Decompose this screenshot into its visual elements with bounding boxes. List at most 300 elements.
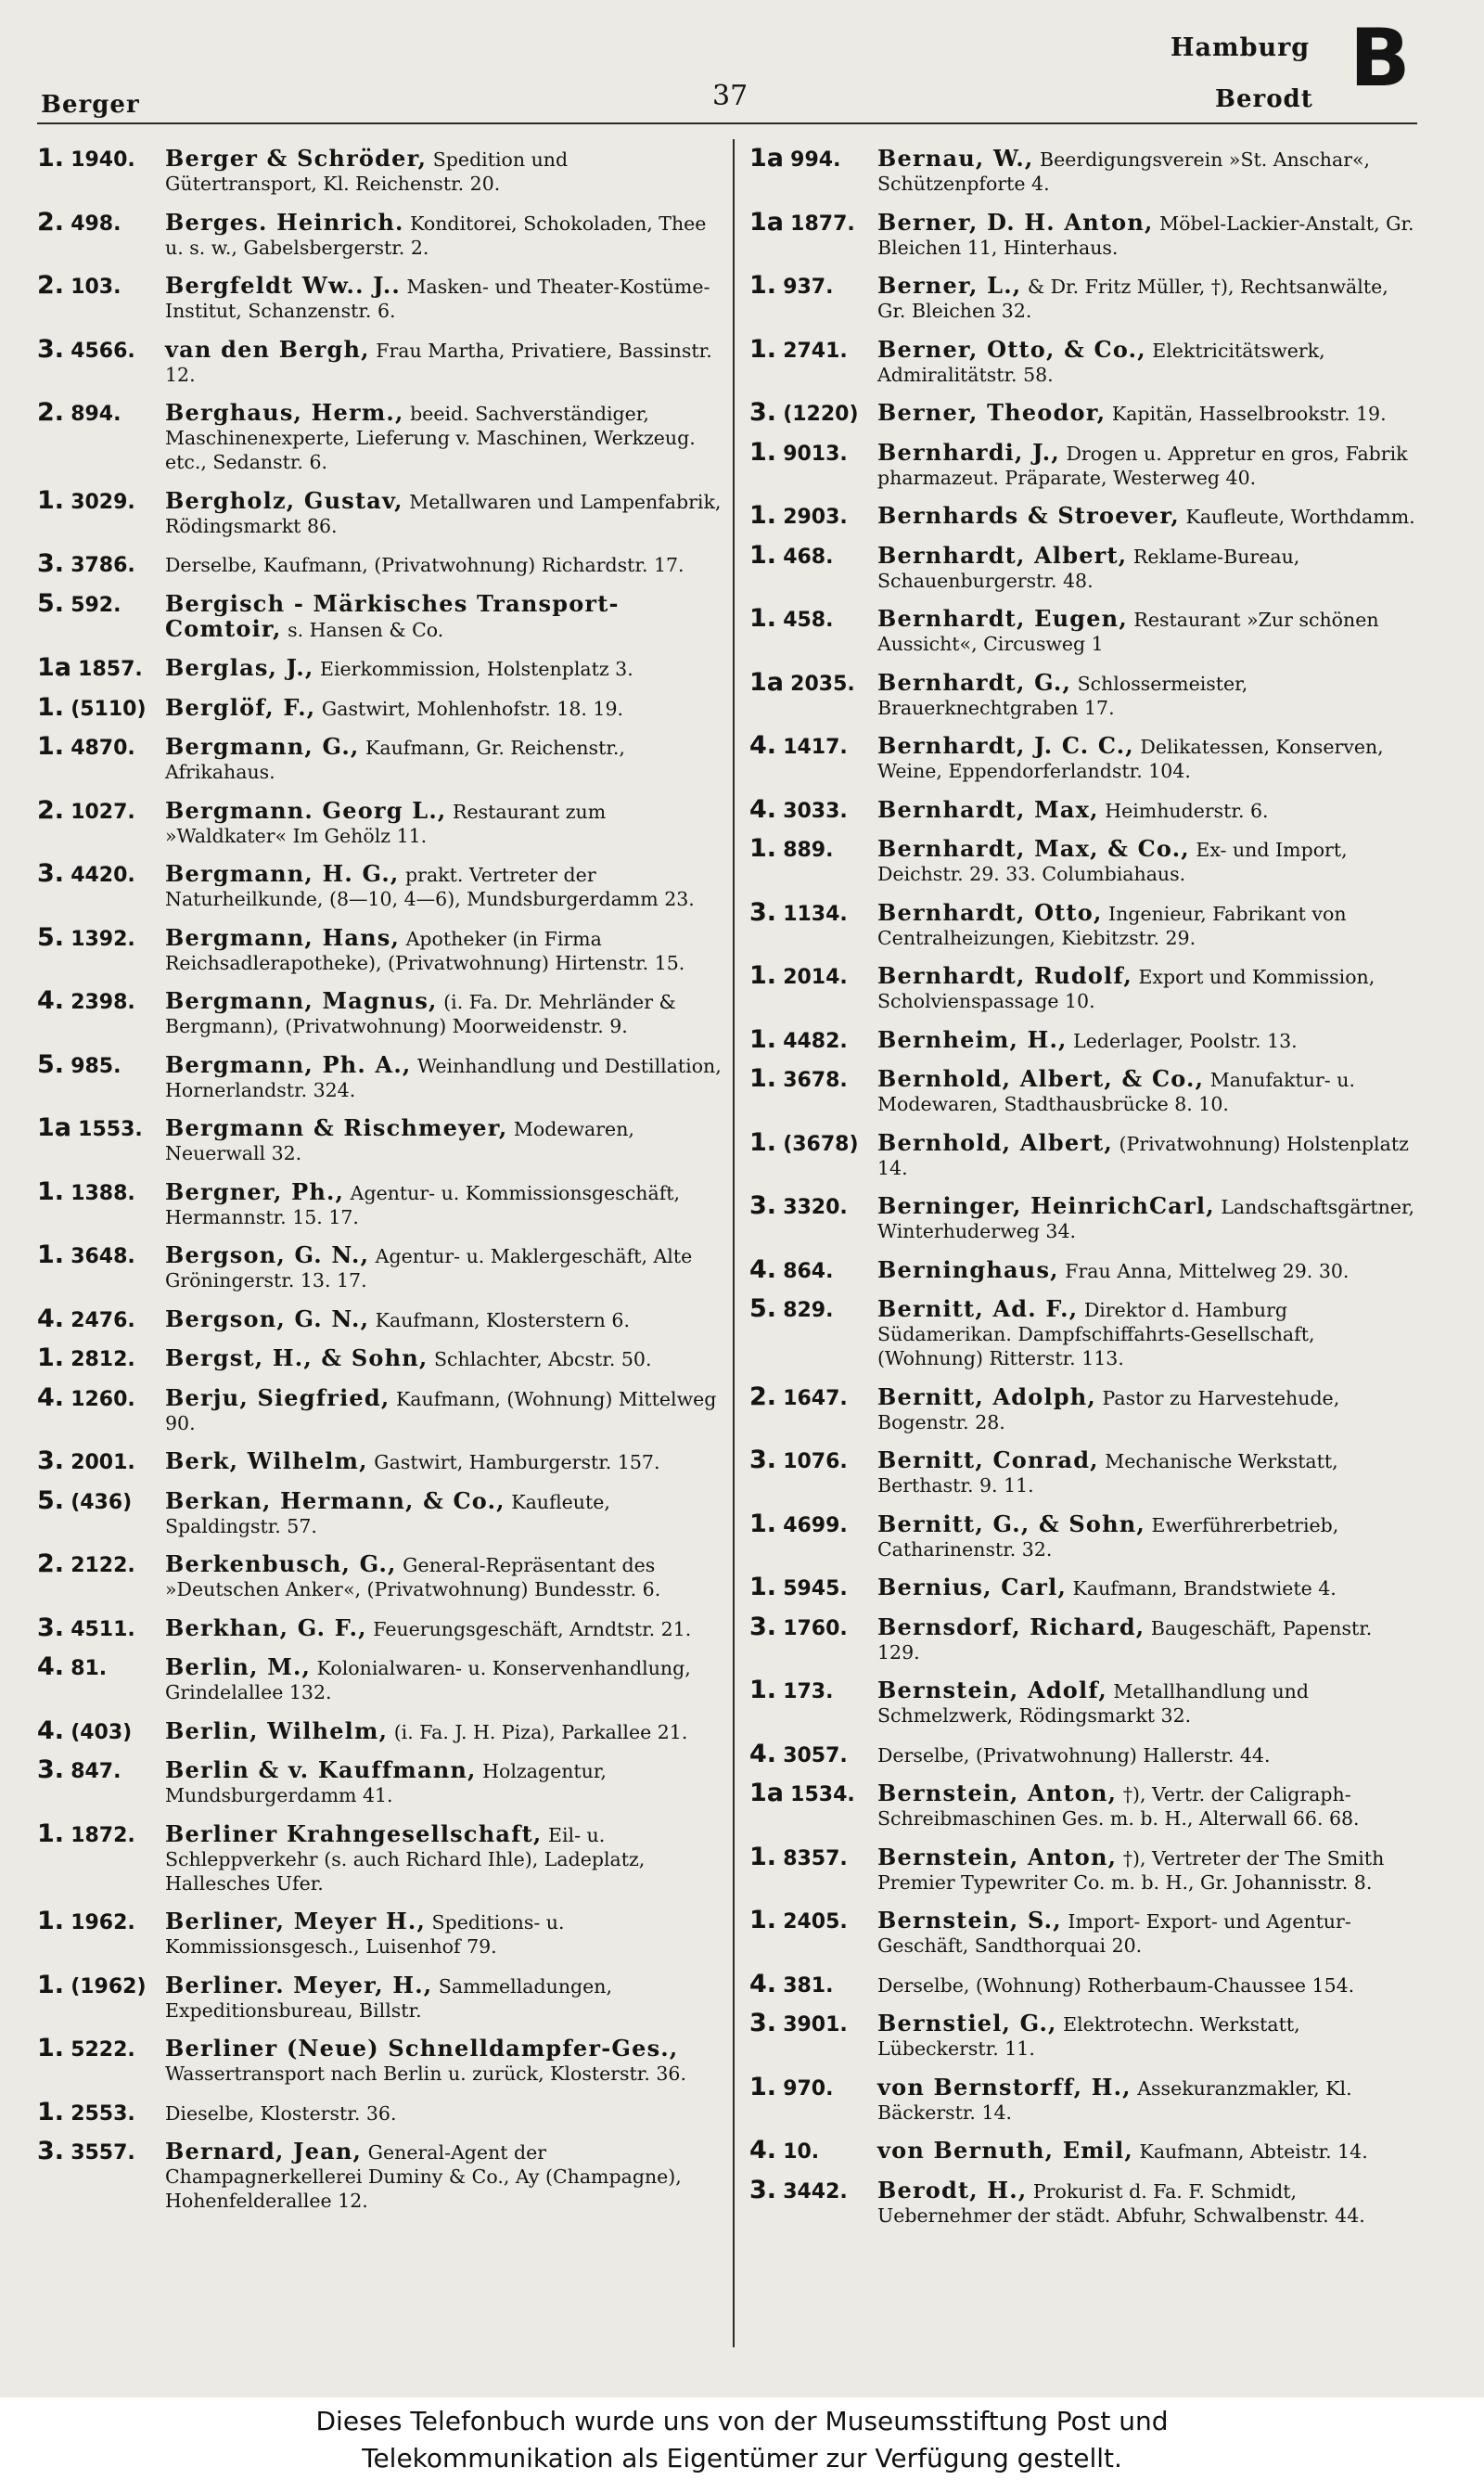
- phone-code: [37, 1818, 135, 1848]
- directory-entry: [37, 1304, 722, 1333]
- subscriber-details: General-Agent der Champagnerkellerei Duminy & Co., Ay (Champagne), Hohenfelderallee 12.: [165, 2141, 682, 2212]
- directory-entry: [37, 2097, 722, 2127]
- subscriber-name: Berkan, Hermann, & Co.,: [165, 1486, 505, 1514]
- phone-code: [37, 692, 147, 722]
- phone-code: [749, 1294, 834, 1323]
- phone-code: [749, 1254, 834, 1284]
- footer-line-2: Telekommunikation als Eigentümer zur Verfügung gestellt.: [362, 2443, 1122, 2474]
- phone-code: [37, 2097, 135, 2127]
- directory-entry: [749, 1254, 1417, 1284]
- subscriber-name: Bergner, Ph.,: [165, 1177, 345, 1205]
- header-first-name: Berger: [41, 91, 140, 119]
- subscriber-name: von Bernuth, Emil,: [877, 2137, 1133, 2164]
- subscriber-details: Heimhuderstr. 6.: [1105, 799, 1269, 822]
- directory-entry: [749, 2011, 1417, 2061]
- exchange-zone: 1a: [37, 1113, 72, 1142]
- phone-code: [37, 271, 122, 300]
- phone-number: 4420.: [70, 864, 135, 887]
- subscriber-details: Beerdigungsverein »St. Anschar«, Schützenpforte 4.: [877, 148, 1371, 195]
- subscriber-details: †), Vertr. der Caligraph-Schreibmaschinen Ges. m. b. H., Alterwall 66. 68.: [877, 1783, 1360, 1830]
- subscriber-details: Ex- und Import, Deichstr. 29. 33. Columbiahaus.: [877, 839, 1348, 885]
- phone-number: 173.: [783, 1680, 834, 1703]
- phone-code: [749, 1575, 848, 1601]
- phone-number: 1647.: [783, 1386, 848, 1410]
- phone-number: 2398.: [70, 991, 135, 1014]
- subscriber-details: Apotheker (in Firma Reichsadlerapotheke), (Privatwohnung) Hirtenstr. 15.: [165, 927, 685, 974]
- phone-number: 994.: [790, 148, 841, 172]
- exchange-zone: 5.: [37, 588, 65, 618]
- subscriber-details: Masken- und Theater-Kostüme-Institut, Schanzenstr. 6.: [165, 276, 710, 322]
- subscriber-name: Berner, Theodor,: [877, 399, 1107, 426]
- exchange-zone: 1a: [749, 667, 785, 697]
- exchange-zone: 3.: [37, 2137, 65, 2165]
- phone-number: 5222.: [70, 2038, 135, 2062]
- subscriber-name: Bernhold, Albert, & Co.,: [877, 1065, 1205, 1092]
- exchange-zone: 1.: [749, 334, 777, 364]
- phone-number: (436): [70, 1490, 133, 1514]
- subscriber-name: Bernitt, Conrad,: [877, 1446, 1099, 1473]
- directory-entry: [37, 922, 722, 975]
- exchange-zone: 3.: [749, 1612, 777, 1641]
- subscriber-details: Drogen u. Appretur en gros, Fabrik pharmazeut. Präparate, Westerweg 40.: [877, 442, 1408, 489]
- directory-entry: [37, 1715, 722, 1745]
- directory-entry: [749, 961, 1417, 1013]
- phone-code: [749, 1781, 855, 1807]
- exchange-zone: 1.: [749, 604, 777, 633]
- subscriber-name: Bernard, Jean,: [165, 2138, 363, 2165]
- phone-number: 1940.: [70, 148, 135, 172]
- phone-number: 3786.: [70, 554, 135, 577]
- exchange-zone: 4.: [749, 1739, 777, 1768]
- phone-number: 2903.: [783, 506, 848, 529]
- subscriber-details: Wassertransport nach Berlin u. zurück, Klosterstr. 36.: [165, 2062, 686, 2085]
- subscriber-name: Bergmann & Rischmeyer,: [165, 1114, 508, 1141]
- phone-code: [37, 1446, 135, 1475]
- directory-entry: [749, 1448, 1417, 1497]
- phone-code: [749, 1969, 834, 1998]
- phone-number: 3442.: [783, 2179, 848, 2204]
- subscriber-details: Frau Anna, Mittelweg 29. 30.: [1065, 1259, 1350, 1282]
- exchange-zone: 1.: [749, 1573, 777, 1601]
- directory-entry: [37, 692, 722, 722]
- directory-entry: [749, 437, 1417, 490]
- exchange-zone: 1.: [37, 144, 65, 173]
- exchange-zone: 2.: [37, 795, 65, 825]
- phone-number: 2812.: [70, 1348, 135, 1371]
- subscriber-details: Kaufleute, Worthdamm.: [1185, 506, 1415, 528]
- exchange-zone: 1.: [749, 1509, 777, 1538]
- phone-number: 9013.: [783, 442, 848, 466]
- subscriber-name: Berges. Heinrich.: [165, 208, 404, 236]
- column-divider: [733, 139, 735, 2347]
- subscriber-name: Bernstein, Anton,: [877, 1843, 1118, 1870]
- exchange-zone: 5.: [37, 1485, 65, 1515]
- phone-number: 8357.: [783, 1846, 848, 1870]
- directory-entry: [749, 1064, 1417, 1116]
- subscriber-details: Delikatessen, Konserven, Weine, Eppendorferlandstr. 104.: [877, 736, 1384, 782]
- exchange-zone: 5.: [749, 1294, 777, 1323]
- footer-line-1: Dieses Telefonbuch wurde uns von der Museumsstiftung Post und: [315, 2406, 1169, 2436]
- subscriber-details: Lederlager, Poolstr. 13.: [1073, 1029, 1298, 1052]
- phone-number: 2122.: [70, 1554, 135, 1577]
- header-letter: B: [1350, 12, 1411, 105]
- directory-entry: [37, 398, 722, 474]
- exchange-zone: 4.: [37, 986, 65, 1015]
- directory-entry: [37, 1343, 722, 1372]
- phone-number: 2014.: [783, 966, 848, 989]
- directory-entry: [37, 1818, 722, 1895]
- subscriber-details: Elektricitätswerk, Admiralitätstr. 58.: [877, 339, 1325, 386]
- subscriber-name: Bergmann, G.,: [165, 733, 360, 760]
- subscriber-details: Schlossermeister, Brauerknechtgraben 17.: [877, 672, 1248, 719]
- exchange-zone: 1.: [37, 485, 65, 515]
- exchange-zone: 4.: [37, 1382, 65, 1412]
- subscriber-name: Bergholz, Gustav,: [165, 486, 403, 514]
- exchange-zone: 1a: [37, 653, 72, 682]
- subscriber-name: Berju, Siegfried,: [165, 1383, 390, 1411]
- phone-code: [37, 732, 135, 761]
- phone-number: 1134.: [783, 902, 848, 926]
- header-city: Hamburg: [1171, 33, 1311, 62]
- phone-code: [37, 1382, 135, 1412]
- subscriber-name: Bernsdorf, Richard,: [877, 1613, 1145, 1640]
- exchange-zone: 3.: [749, 2009, 777, 2037]
- phone-code: [749, 334, 848, 364]
- subscriber-name: Bernitt, Adolph,: [877, 1382, 1096, 1410]
- subscriber-details: Restaurant »Zur schönen Aussicht«, Circusweg 1: [877, 609, 1379, 655]
- phone-code: [37, 1970, 147, 1999]
- directory-entry: [749, 1969, 1417, 1998]
- phone-code: [37, 485, 135, 515]
- phone-number: 1027.: [70, 800, 135, 824]
- directory-entry: [37, 1113, 722, 1165]
- subscriber-details: Derselbe, (Wohnung) Rotherbaum-Chaussee 154.: [877, 1973, 1355, 1997]
- phone-number: 985.: [70, 1054, 122, 1078]
- exchange-zone: 4.: [37, 1304, 65, 1333]
- exchange-zone: 3.: [749, 398, 777, 427]
- subscriber-name: Berninghaus,: [877, 1255, 1059, 1283]
- phone-code: [749, 501, 848, 530]
- exchange-zone: 4.: [749, 1254, 777, 1284]
- subscriber-name: Bernhardt, Max, & Co.,: [877, 835, 1190, 862]
- phone-code: [749, 1024, 848, 1054]
- subscriber-name: Berliner. Meyer, H.,: [165, 1971, 433, 1998]
- directory-entry: [749, 1191, 1417, 1243]
- exchange-zone: 1.: [749, 1676, 777, 1704]
- exchange-zone: 4.: [749, 731, 777, 760]
- subscriber-name: Berglas, J.,: [165, 654, 314, 681]
- subscriber-details: Export und Kommission, Scholvienspassage 10.: [877, 966, 1375, 1012]
- directory-entry: [749, 1781, 1417, 1831]
- directory-entry: [749, 334, 1417, 387]
- exchange-zone: 1.: [749, 501, 777, 530]
- phone-number: 889.: [783, 839, 834, 862]
- subscriber-name: Berlin, Wilhelm,: [165, 1716, 389, 1744]
- exchange-zone: 1.: [37, 1176, 65, 1206]
- phone-code: [37, 144, 135, 173]
- exchange-zone: 4.: [37, 1715, 65, 1745]
- exchange-zone: 1.: [37, 1907, 65, 1935]
- subscriber-name: Berliner Krahngesellschaft,: [165, 1819, 543, 1847]
- phone-code: [749, 207, 855, 237]
- subscriber-details: General-Repräsentant des »Deutschen Anker«, (Privatwohnung) Bundesstr. 6.: [165, 1554, 661, 1600]
- phone-code: [37, 2139, 135, 2165]
- directory-entry: [37, 795, 722, 848]
- directory-entry: [37, 144, 722, 196]
- directory-entry: [37, 485, 722, 538]
- directory-entry: [749, 834, 1417, 886]
- phone-number: 4870.: [70, 737, 135, 760]
- directory-entry: [749, 2136, 1417, 2165]
- header-rule: [37, 122, 1417, 124]
- phone-code: [749, 540, 834, 570]
- subscriber-name: Bernheim, H.,: [877, 1025, 1068, 1053]
- subscriber-details: Kaufmann, Brandstwiete 4.: [1072, 1577, 1337, 1600]
- subscriber-details: (i. Fa. Dr. Mehrländer & Bergmann), (Privatwohnung) Moorweidenstr. 9.: [165, 991, 676, 1037]
- phone-number: 592.: [70, 593, 122, 617]
- phone-code: [37, 1343, 135, 1372]
- phone-number: 468.: [783, 545, 834, 569]
- exchange-zone: 1.: [37, 1343, 65, 1372]
- phone-number: 3320.: [783, 1196, 848, 1219]
- phone-code: [749, 2136, 820, 2165]
- subscriber-name: Berlin, M.,: [165, 1653, 312, 1680]
- directory-entry: [749, 144, 1417, 196]
- phone-number: (1962): [70, 1974, 147, 1998]
- subscriber-name: Bernhold, Albert,: [877, 1128, 1113, 1156]
- phone-number: 1553.: [78, 1118, 143, 1141]
- phone-code: [749, 2175, 848, 2204]
- phone-number: 1877.: [790, 212, 855, 236]
- subscriber-name: von Bernstorff, H.,: [877, 2073, 1132, 2101]
- subscriber-details: Elektrotechn. Werkstatt, Lübeckerstr. 11.: [877, 2013, 1300, 2060]
- directory-entry: [749, 207, 1417, 260]
- directory-entry: [749, 897, 1417, 950]
- directory-entry: [37, 1909, 722, 1959]
- exchange-zone: 1.: [749, 961, 777, 990]
- subscriber-name: Bernhardi, J.,: [877, 438, 1060, 466]
- exchange-zone: 4.: [749, 794, 777, 824]
- phone-number: 103.: [70, 276, 122, 299]
- directory-entry: [37, 1049, 722, 1102]
- exchange-zone: 1.: [37, 1818, 65, 1848]
- directory-entry: [37, 1652, 722, 1704]
- phone-code: [749, 1064, 848, 1093]
- phone-code: [749, 2072, 834, 2101]
- directory-entry: [37, 1755, 722, 1807]
- phone-number: 81.: [70, 1657, 108, 1680]
- phone-number: 381.: [783, 1973, 834, 1998]
- subscriber-details: Pastor zu Harvestehude, Bogenstr. 28.: [877, 1386, 1340, 1433]
- subscriber-name: Berkenbusch, G.,: [165, 1550, 397, 1577]
- subscriber-details: Kaufleute, Spaldingstr. 57.: [165, 1490, 610, 1537]
- phone-code: [749, 961, 848, 990]
- phone-code: [749, 1127, 859, 1157]
- subscriber-name: Bernstiel, G.,: [877, 2010, 1057, 2037]
- exchange-zone: 2.: [37, 398, 65, 427]
- phone-code: [749, 897, 848, 927]
- directory-entry: [749, 1908, 1417, 1958]
- phone-number: 1872.: [70, 1823, 135, 1847]
- exchange-zone: 3.: [37, 1446, 65, 1475]
- phone-number: 1392.: [70, 927, 135, 951]
- subscriber-name: Bergst, H., & Sohn,: [165, 1344, 429, 1371]
- directory-entry: [37, 653, 722, 682]
- directory-entry: [749, 271, 1417, 323]
- directory-entry: [37, 334, 722, 387]
- subscriber-details: Kaufmann, Klosterstern 6.: [375, 1308, 630, 1331]
- directory-entry: [749, 1024, 1417, 1054]
- subscriber-name: Bernhardt, Albert,: [877, 541, 1128, 569]
- subscriber-name: Bernitt, G., & Sohn,: [877, 1510, 1145, 1537]
- exchange-zone: 1.: [749, 1906, 777, 1934]
- phone-code: [37, 1549, 135, 1578]
- phone-number: 2405.: [783, 1910, 848, 1934]
- exchange-zone: 2.: [37, 207, 65, 237]
- phone-code: [37, 1304, 135, 1333]
- exchange-zone: 3.: [37, 549, 65, 578]
- exchange-zone: 1.: [37, 2034, 65, 2062]
- subscriber-details: Metallwaren und Lampenfabrik, Rödingsmarkt 86.: [165, 490, 722, 537]
- phone-code: [749, 398, 859, 427]
- directory-entry: [37, 859, 722, 911]
- directory-entry: [37, 986, 722, 1038]
- phone-code: [37, 2034, 135, 2062]
- phone-number: 3901.: [783, 2013, 848, 2037]
- subscriber-details: Kapitän, Hasselbrookstr. 19.: [1111, 403, 1387, 425]
- exchange-zone: 4.: [749, 1969, 777, 1998]
- exchange-zone: 1.: [749, 540, 777, 570]
- exchange-zone: 2.: [37, 1549, 65, 1578]
- phone-code: [37, 1652, 108, 1681]
- phone-code: [749, 1842, 848, 1871]
- directory-entry: [749, 398, 1417, 427]
- exchange-zone: 2.: [749, 1381, 777, 1411]
- directory-entry: [749, 1381, 1417, 1434]
- phone-number: 458.: [783, 609, 834, 632]
- exchange-zone: 1a: [749, 1779, 785, 1807]
- subscriber-name: Berghaus, Herm.,: [165, 399, 404, 426]
- subscriber-name: Bergmann, Hans,: [165, 923, 401, 951]
- subscriber-details: (Privatwohnung) Holstenplatz 14.: [877, 1132, 1409, 1179]
- subscriber-details: Feuerungsgeschäft, Arndtstr. 21.: [373, 1617, 692, 1640]
- subscriber-details: & Dr. Fritz Müller, †), Rechtsanwälte, Gr. Bleichen 32.: [877, 276, 1388, 322]
- subscriber-details: Kaufmann, Abteistr. 14.: [1139, 2140, 1368, 2163]
- phone-number: 1076.: [783, 1450, 848, 1473]
- directory-entry: [749, 501, 1417, 530]
- exchange-zone: 1.: [749, 1842, 777, 1871]
- phone-number: 1260.: [70, 1387, 135, 1411]
- phone-code: [749, 1448, 848, 1474]
- phone-code: [749, 2011, 848, 2037]
- exchange-zone: 1.: [749, 271, 777, 300]
- phone-number: (403): [70, 1720, 133, 1744]
- subscriber-details: (i. Fa. J. H. Piza), Parkallee 21.: [393, 1720, 688, 1743]
- phone-number: 2741.: [783, 339, 848, 363]
- subscriber-details: Landschaftsgärtner, Winterhuderweg 34.: [877, 1196, 1415, 1242]
- phone-number: 937.: [783, 276, 834, 299]
- subscriber-name: Bergmann, Magnus,: [165, 987, 438, 1014]
- exchange-zone: 1.: [37, 2097, 65, 2127]
- subscriber-details: Manufaktur- u. Modewaren, Stadthausbrücke 8. 10.: [877, 1069, 1355, 1115]
- phone-code: [749, 731, 848, 760]
- exchange-zone: 1.: [37, 1240, 65, 1269]
- exchange-zone: 3.: [749, 1446, 777, 1474]
- exchange-zone: 1.: [749, 2072, 777, 2101]
- subscriber-name: Bernau, W.,: [877, 145, 1034, 172]
- directory-entry: [37, 1176, 722, 1229]
- phone-number: 2476.: [70, 1308, 135, 1332]
- subscriber-name: van den Bergh,: [165, 335, 370, 363]
- directory-entry: [749, 1842, 1417, 1895]
- subscriber-details: Sammelladungen, Expeditionsbureau, Billstr.: [165, 1974, 613, 2022]
- subscriber-details: Import- Export- und Agentur-Geschäft, Sandthorquai 20.: [877, 1910, 1351, 1957]
- phone-code: [37, 334, 135, 364]
- phone-number: 4566.: [70, 339, 135, 363]
- phone-code: [37, 1613, 135, 1642]
- subscriber-name: Bergisch - Märkisches Transport-Comtoir,: [165, 589, 620, 642]
- page-number: 37: [712, 80, 748, 112]
- exchange-zone: 1.: [37, 1970, 65, 1999]
- subscriber-name: Bernhardt, Eugen,: [877, 605, 1128, 632]
- directory-entry: [749, 731, 1417, 783]
- subscriber-name: Bernstein, S.,: [877, 1907, 1062, 1934]
- phone-number: (1220): [783, 403, 859, 426]
- subscriber-details: s. Hansen & Co.: [288, 618, 444, 641]
- subscriber-name: Berkhan, G. F.,: [165, 1613, 367, 1641]
- exchange-zone: 1.: [749, 1127, 777, 1157]
- phone-code: [749, 1381, 848, 1411]
- exchange-zone: 1.: [749, 437, 777, 467]
- directory-entry: [37, 207, 722, 260]
- directory-entry: [749, 1127, 1417, 1180]
- phone-code: [37, 922, 135, 952]
- exchange-zone: 1.: [37, 732, 65, 761]
- phone-code: [749, 1509, 848, 1538]
- exchange-zone: 1.: [37, 692, 65, 722]
- phone-code: [37, 1176, 135, 1206]
- subscriber-name: Berner, L.,: [877, 272, 1022, 299]
- phone-code: [37, 1909, 135, 1935]
- subscriber-name: Bergmann, H. G.,: [165, 860, 400, 887]
- phone-number: 970.: [783, 2076, 834, 2101]
- directory-entry: [749, 667, 1417, 720]
- phone-number: 2001.: [70, 1451, 135, 1474]
- directory-entry: [37, 1382, 722, 1435]
- exchange-zone: 2.: [37, 271, 65, 300]
- phone-number: (5110): [70, 697, 147, 721]
- exchange-zone: 3.: [749, 897, 777, 927]
- subscriber-name: Bernius, Carl,: [877, 1574, 1068, 1600]
- directory-entry: [749, 1678, 1417, 1728]
- phone-code: [37, 653, 143, 682]
- subscriber-details: Ewerführerbetrieb, Catharinenstr. 32.: [877, 1513, 1339, 1561]
- subscriber-name: Berk, Wilhelm,: [165, 1447, 368, 1474]
- phone-number: 829.: [783, 1299, 834, 1322]
- directory-entry: [749, 2072, 1417, 2125]
- exchange-zone: 1.: [749, 834, 777, 863]
- subscriber-name: Bernhardt, Otto,: [877, 898, 1103, 926]
- phone-code: [749, 667, 855, 697]
- directory-entry: [37, 1549, 722, 1601]
- subscriber-name: Bergson, G. N.,: [165, 1241, 370, 1268]
- phone-number: 3033.: [783, 799, 848, 823]
- exchange-zone: 5.: [37, 1049, 65, 1079]
- phone-code: [37, 1485, 133, 1515]
- phone-number: 4482.: [783, 1029, 848, 1053]
- subscriber-details: Schlachter, Abcstr. 50.: [433, 1348, 652, 1370]
- phone-number: 1388.: [70, 1181, 135, 1205]
